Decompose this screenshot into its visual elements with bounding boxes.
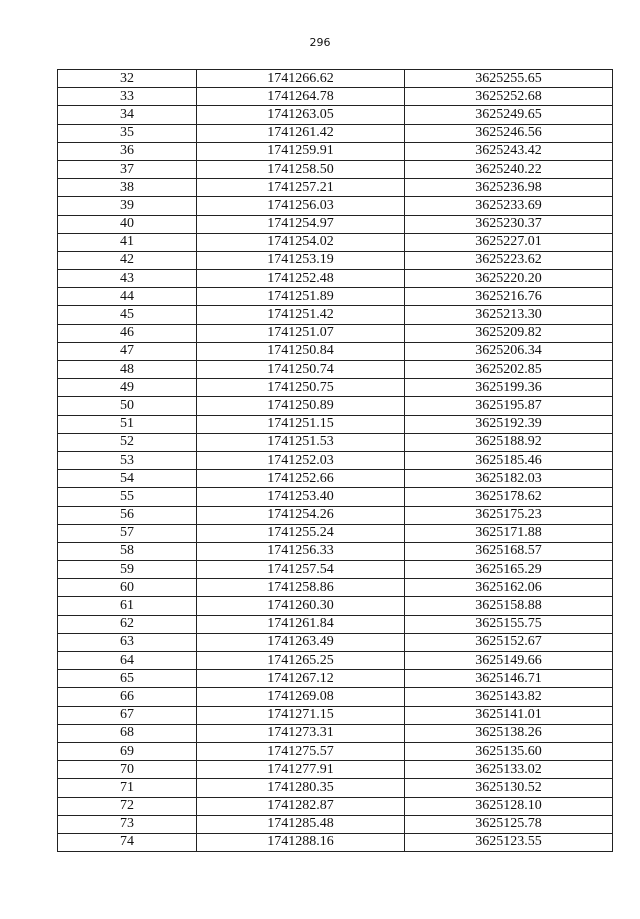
y-coordinate-cell: 3625240.22 xyxy=(405,160,613,178)
point-number-cell: 36 xyxy=(58,142,197,160)
y-coordinate-cell: 3625230.37 xyxy=(405,215,613,233)
y-coordinate-cell: 3625202.85 xyxy=(405,361,613,379)
x-coordinate-cell: 1741264.78 xyxy=(197,88,405,106)
y-coordinate-cell: 3625252.68 xyxy=(405,88,613,106)
x-coordinate-cell: 1741257.21 xyxy=(197,179,405,197)
table-row xyxy=(58,106,613,124)
table-row xyxy=(58,706,613,724)
x-coordinate-cell: 1741252.48 xyxy=(197,270,405,288)
table-row xyxy=(58,270,613,288)
table-row xyxy=(58,251,613,269)
x-coordinate-cell: 1741254.26 xyxy=(197,506,405,524)
table-row xyxy=(58,742,613,760)
point-number-cell: 41 xyxy=(58,233,197,251)
table-row xyxy=(58,397,613,415)
point-number-cell: 40 xyxy=(58,215,197,233)
y-coordinate-cell: 3625220.20 xyxy=(405,270,613,288)
point-number-cell: 34 xyxy=(58,106,197,124)
point-number-cell: 64 xyxy=(58,652,197,670)
x-coordinate-cell: 1741251.07 xyxy=(197,324,405,342)
point-number-cell: 63 xyxy=(58,633,197,651)
x-coordinate-cell: 1741271.15 xyxy=(197,706,405,724)
coordinates-table xyxy=(57,69,613,852)
point-number-cell: 71 xyxy=(58,779,197,797)
table-row xyxy=(58,779,613,797)
x-coordinate-cell: 1741250.89 xyxy=(197,397,405,415)
y-coordinate-cell: 3625236.98 xyxy=(405,179,613,197)
x-coordinate-cell: 1741288.16 xyxy=(197,833,405,851)
y-coordinate-cell: 3625206.34 xyxy=(405,342,613,360)
y-coordinate-cell: 3625125.78 xyxy=(405,815,613,833)
y-coordinate-cell: 3625135.60 xyxy=(405,742,613,760)
x-coordinate-cell: 1741275.57 xyxy=(197,742,405,760)
table-row xyxy=(58,70,613,88)
y-coordinate-cell: 3625199.36 xyxy=(405,379,613,397)
table-row xyxy=(58,288,613,306)
table-row xyxy=(58,688,613,706)
y-coordinate-cell: 3625216.76 xyxy=(405,288,613,306)
table-row xyxy=(58,833,613,851)
table-row xyxy=(58,379,613,397)
x-coordinate-cell: 1741282.87 xyxy=(197,797,405,815)
y-coordinate-cell: 3625128.10 xyxy=(405,797,613,815)
point-number-cell: 44 xyxy=(58,288,197,306)
point-number-cell: 74 xyxy=(58,833,197,851)
table-row xyxy=(58,724,613,742)
x-coordinate-cell: 1741250.75 xyxy=(197,379,405,397)
table-row xyxy=(58,615,613,633)
y-coordinate-cell: 3625168.57 xyxy=(405,542,613,560)
y-coordinate-cell: 3625255.65 xyxy=(405,70,613,88)
point-number-cell: 53 xyxy=(58,451,197,469)
table-row xyxy=(58,124,613,142)
point-number-cell: 58 xyxy=(58,542,197,560)
table-row xyxy=(58,652,613,670)
point-number-cell: 59 xyxy=(58,561,197,579)
point-number-cell: 46 xyxy=(58,324,197,342)
point-number-cell: 42 xyxy=(58,251,197,269)
x-coordinate-cell: 1741253.40 xyxy=(197,488,405,506)
point-number-cell: 45 xyxy=(58,306,197,324)
point-number-cell: 52 xyxy=(58,433,197,451)
y-coordinate-cell: 3625213.30 xyxy=(405,306,613,324)
x-coordinate-cell: 1741261.42 xyxy=(197,124,405,142)
x-coordinate-cell: 1741258.86 xyxy=(197,579,405,597)
y-coordinate-cell: 3625246.56 xyxy=(405,124,613,142)
table-row xyxy=(58,670,613,688)
table-row xyxy=(58,415,613,433)
table-row xyxy=(58,197,613,215)
y-coordinate-cell: 3625233.69 xyxy=(405,197,613,215)
x-coordinate-cell: 1741280.35 xyxy=(197,779,405,797)
table-row xyxy=(58,561,613,579)
x-coordinate-cell: 1741260.30 xyxy=(197,597,405,615)
point-number-cell: 60 xyxy=(58,579,197,597)
y-coordinate-cell: 3625130.52 xyxy=(405,779,613,797)
y-coordinate-cell: 3625155.75 xyxy=(405,615,613,633)
x-coordinate-cell: 1741254.97 xyxy=(197,215,405,233)
y-coordinate-cell: 3625165.29 xyxy=(405,561,613,579)
x-coordinate-cell: 1741261.84 xyxy=(197,615,405,633)
table-row xyxy=(58,433,613,451)
table-row xyxy=(58,633,613,651)
x-coordinate-cell: 1741259.91 xyxy=(197,142,405,160)
table-row xyxy=(58,542,613,560)
table-row xyxy=(58,160,613,178)
table-row xyxy=(58,233,613,251)
x-coordinate-cell: 1741250.84 xyxy=(197,342,405,360)
point-number-cell: 38 xyxy=(58,179,197,197)
x-coordinate-cell: 1741269.08 xyxy=(197,688,405,706)
coordinates-table-body xyxy=(58,70,613,852)
x-coordinate-cell: 1741253.19 xyxy=(197,251,405,269)
point-number-cell: 57 xyxy=(58,524,197,542)
table-row xyxy=(58,215,613,233)
x-coordinate-cell: 1741256.03 xyxy=(197,197,405,215)
point-number-cell: 33 xyxy=(58,88,197,106)
y-coordinate-cell: 3625188.92 xyxy=(405,433,613,451)
y-coordinate-cell: 3625175.23 xyxy=(405,506,613,524)
table-row xyxy=(58,506,613,524)
x-coordinate-cell: 1741251.53 xyxy=(197,433,405,451)
point-number-cell: 56 xyxy=(58,506,197,524)
y-coordinate-cell: 3625152.67 xyxy=(405,633,613,651)
table-row xyxy=(58,361,613,379)
point-number-cell: 48 xyxy=(58,361,197,379)
x-coordinate-cell: 1741267.12 xyxy=(197,670,405,688)
x-coordinate-cell: 1741266.62 xyxy=(197,70,405,88)
y-coordinate-cell: 3625223.62 xyxy=(405,251,613,269)
y-coordinate-cell: 3625149.66 xyxy=(405,652,613,670)
y-coordinate-cell: 3625178.62 xyxy=(405,488,613,506)
y-coordinate-cell: 3625143.82 xyxy=(405,688,613,706)
y-coordinate-cell: 3625209.82 xyxy=(405,324,613,342)
x-coordinate-cell: 1741255.24 xyxy=(197,524,405,542)
point-number-cell: 73 xyxy=(58,815,197,833)
x-coordinate-cell: 1741254.02 xyxy=(197,233,405,251)
point-number-cell: 49 xyxy=(58,379,197,397)
table-row xyxy=(58,306,613,324)
y-coordinate-cell: 3625146.71 xyxy=(405,670,613,688)
point-number-cell: 61 xyxy=(58,597,197,615)
table-row xyxy=(58,815,613,833)
y-coordinate-cell: 3625249.65 xyxy=(405,106,613,124)
table-row xyxy=(58,761,613,779)
point-number-cell: 32 xyxy=(58,70,197,88)
table-row xyxy=(58,488,613,506)
y-coordinate-cell: 3625133.02 xyxy=(405,761,613,779)
point-number-cell: 55 xyxy=(58,488,197,506)
table-row xyxy=(58,451,613,469)
x-coordinate-cell: 1741263.05 xyxy=(197,106,405,124)
y-coordinate-cell: 3625227.01 xyxy=(405,233,613,251)
point-number-cell: 51 xyxy=(58,415,197,433)
y-coordinate-cell: 3625138.26 xyxy=(405,724,613,742)
x-coordinate-cell: 1741256.33 xyxy=(197,542,405,560)
x-coordinate-cell: 1741263.49 xyxy=(197,633,405,651)
x-coordinate-cell: 1741273.31 xyxy=(197,724,405,742)
point-number-cell: 70 xyxy=(58,761,197,779)
table-row xyxy=(58,88,613,106)
point-number-cell: 65 xyxy=(58,670,197,688)
point-number-cell: 47 xyxy=(58,342,197,360)
table-row xyxy=(58,342,613,360)
x-coordinate-cell: 1741252.66 xyxy=(197,470,405,488)
x-coordinate-cell: 1741285.48 xyxy=(197,815,405,833)
y-coordinate-cell: 3625182.03 xyxy=(405,470,613,488)
table-row xyxy=(58,579,613,597)
table-row xyxy=(58,470,613,488)
point-number-cell: 68 xyxy=(58,724,197,742)
y-coordinate-cell: 3625141.01 xyxy=(405,706,613,724)
y-coordinate-cell: 3625162.06 xyxy=(405,579,613,597)
x-coordinate-cell: 1741251.15 xyxy=(197,415,405,433)
x-coordinate-cell: 1741258.50 xyxy=(197,160,405,178)
y-coordinate-cell: 3625158.88 xyxy=(405,597,613,615)
x-coordinate-cell: 1741257.54 xyxy=(197,561,405,579)
point-number-cell: 43 xyxy=(58,270,197,288)
table-row xyxy=(58,597,613,615)
y-coordinate-cell: 3625123.55 xyxy=(405,833,613,851)
y-coordinate-cell: 3625171.88 xyxy=(405,524,613,542)
point-number-cell: 35 xyxy=(58,124,197,142)
x-coordinate-cell: 1741251.89 xyxy=(197,288,405,306)
table-row xyxy=(58,797,613,815)
y-coordinate-cell: 3625195.87 xyxy=(405,397,613,415)
x-coordinate-cell: 1741251.42 xyxy=(197,306,405,324)
table-row xyxy=(58,324,613,342)
point-number-cell: 67 xyxy=(58,706,197,724)
y-coordinate-cell: 3625185.46 xyxy=(405,451,613,469)
page-number: 296 xyxy=(309,36,331,49)
point-number-cell: 54 xyxy=(58,470,197,488)
point-number-cell: 39 xyxy=(58,197,197,215)
table-row xyxy=(58,524,613,542)
table-row xyxy=(58,142,613,160)
x-coordinate-cell: 1741250.74 xyxy=(197,361,405,379)
point-number-cell: 72 xyxy=(58,797,197,815)
point-number-cell: 69 xyxy=(58,742,197,760)
y-coordinate-cell: 3625243.42 xyxy=(405,142,613,160)
y-coordinate-cell: 3625192.39 xyxy=(405,415,613,433)
x-coordinate-cell: 1741265.25 xyxy=(197,652,405,670)
table-row xyxy=(58,179,613,197)
point-number-cell: 37 xyxy=(58,160,197,178)
point-number-cell: 62 xyxy=(58,615,197,633)
point-number-cell: 66 xyxy=(58,688,197,706)
point-number-cell: 50 xyxy=(58,397,197,415)
x-coordinate-cell: 1741252.03 xyxy=(197,451,405,469)
x-coordinate-cell: 1741277.91 xyxy=(197,761,405,779)
